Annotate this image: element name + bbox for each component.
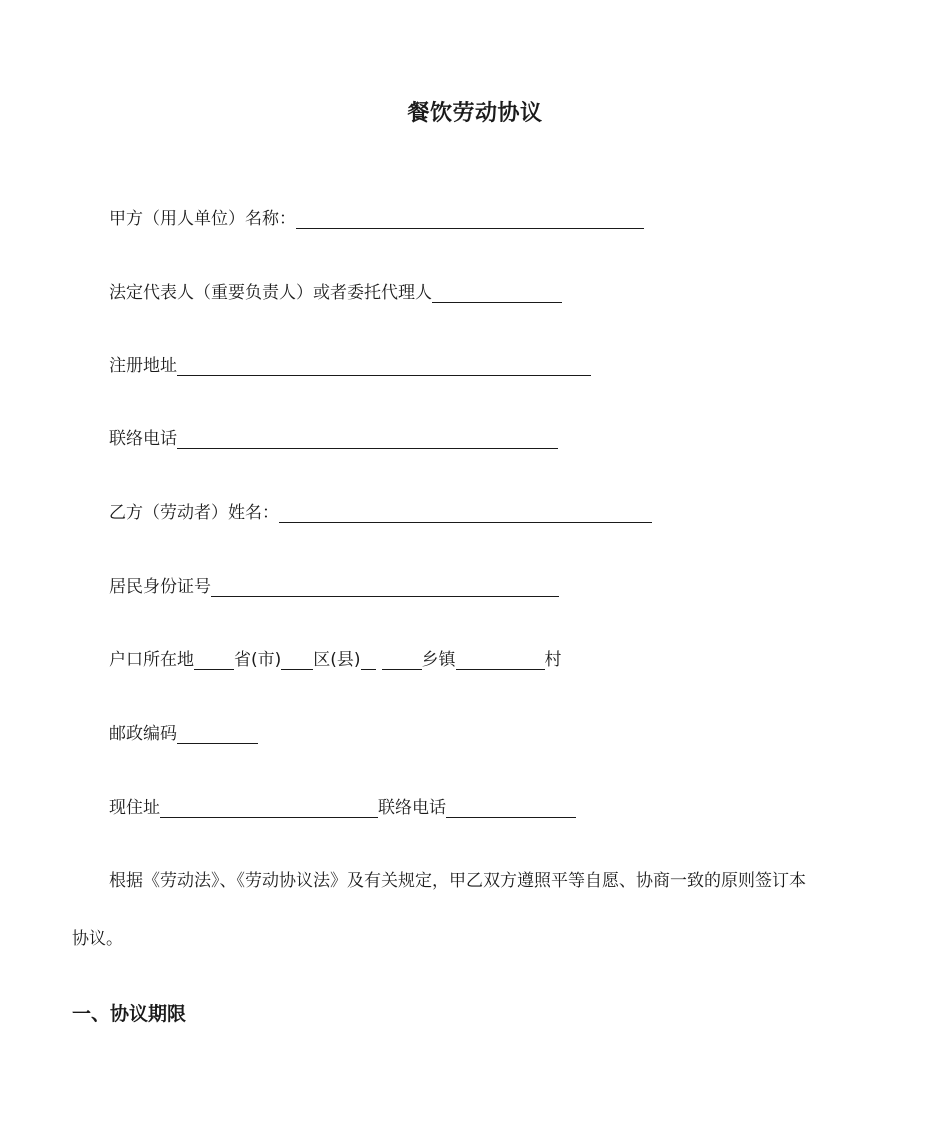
postal-code-label: 邮政编码 bbox=[109, 724, 177, 744]
body-paragraph-line2: 协议。 bbox=[72, 929, 123, 949]
current-address-label: 现住址 bbox=[109, 798, 160, 818]
party-b-name-label: 乙方（劳动者）姓名： bbox=[109, 503, 279, 523]
current-address-line bbox=[109, 796, 576, 820]
hukou-blank-small bbox=[361, 651, 376, 670]
hukou-province-blank bbox=[194, 651, 234, 670]
legal-rep-label: 法定代表人（重要负责人）或者委托代理人 bbox=[109, 283, 432, 303]
hukou-district-label: 区(县) bbox=[313, 650, 361, 670]
reg-address-blank bbox=[177, 357, 591, 376]
body-paragraph-line1: 根据《劳动法》、《劳动协议法》及有关规定，甲乙双方遵照平等自愿、协商一致的原则签订本 bbox=[109, 871, 806, 891]
hukou-village-blank bbox=[456, 651, 545, 670]
reg-address-label: 注册地址 bbox=[109, 356, 177, 376]
document-title: 餐饮劳动协议 bbox=[407, 101, 543, 126]
hukou-district-blank bbox=[281, 651, 313, 670]
hukou-province-label: 省(市) bbox=[234, 650, 282, 670]
current-address-blank bbox=[160, 799, 378, 818]
legal-rep-line bbox=[109, 281, 562, 305]
contact-phone-a-blank bbox=[177, 430, 558, 449]
id-number-line bbox=[109, 575, 559, 599]
contact-phone-b-blank bbox=[446, 799, 576, 818]
id-number-blank bbox=[211, 578, 559, 597]
contact-phone-b-label: 联络电话 bbox=[378, 798, 446, 818]
contact-phone-a-line bbox=[109, 427, 558, 451]
contact-phone-a-label: 联络电话 bbox=[109, 429, 177, 449]
section-heading-term: 一、协议期限 bbox=[72, 1003, 187, 1025]
party-a-name-label: 甲方（用人单位）名称： bbox=[109, 209, 296, 229]
postal-code-blank bbox=[177, 725, 258, 744]
party-a-name-blank bbox=[296, 210, 644, 229]
party-b-name-line bbox=[109, 501, 652, 525]
party-a-name-line bbox=[109, 207, 644, 231]
id-number-label: 居民身份证号 bbox=[109, 577, 211, 597]
reg-address-line bbox=[109, 354, 591, 378]
postal-code-line bbox=[109, 722, 258, 746]
party-b-name-blank bbox=[279, 504, 652, 523]
hukou-label: 户口所在地 bbox=[109, 650, 194, 670]
hukou-town-blank bbox=[382, 651, 422, 670]
hukou-town-label: 乡镇 bbox=[421, 650, 456, 670]
hukou-village-label: 村 bbox=[544, 650, 562, 670]
hukou-line bbox=[109, 648, 562, 672]
legal-rep-blank bbox=[432, 284, 562, 303]
